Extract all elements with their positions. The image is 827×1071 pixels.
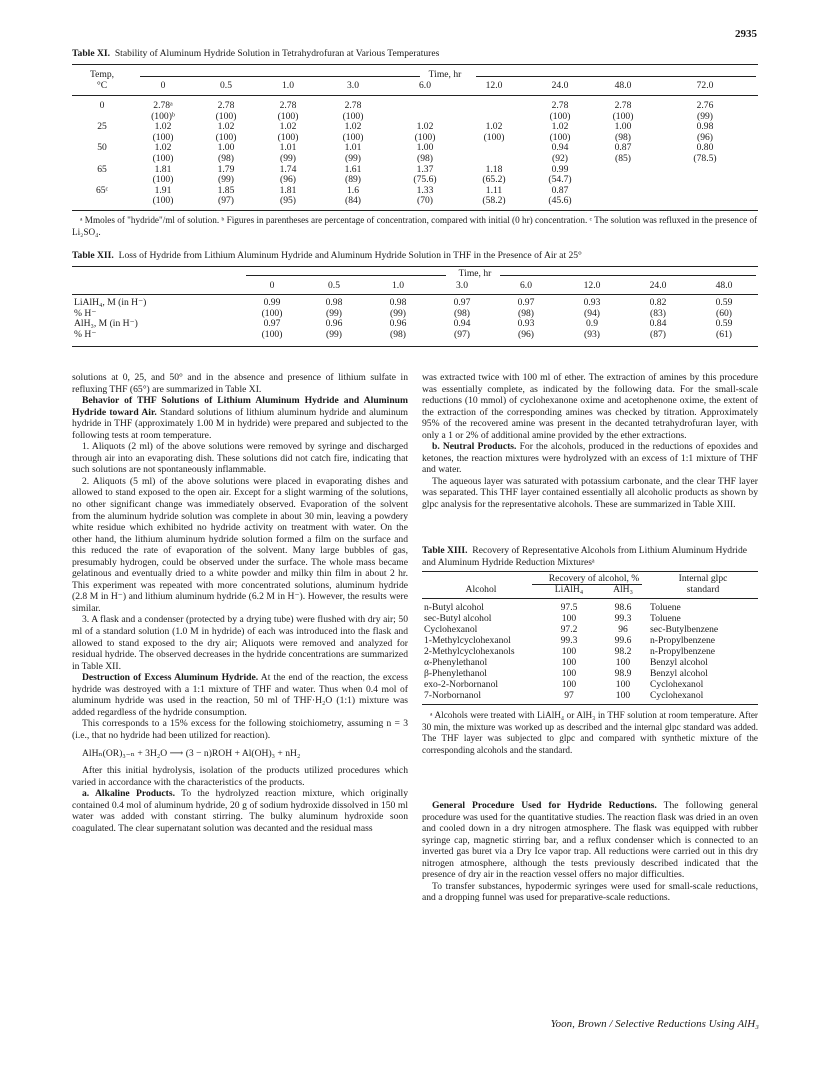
table13-std: Benzyl alcohol (650, 657, 708, 668)
table12-value: 0.99 (263, 297, 281, 308)
table13-alcohol: α-Phenylethanol (424, 657, 488, 668)
table12-value: 0.9 (586, 318, 598, 330)
table13-lialh4: 99.3 (560, 635, 578, 646)
table11-temp: 65 (97, 163, 107, 175)
table11-value (652, 165, 758, 176)
table11-percent: (100) (215, 131, 237, 143)
table12-value: (98) (454, 307, 470, 319)
table11-percent (594, 196, 652, 207)
table12-value: (100) (261, 307, 283, 319)
table12-time-header: 0.5 (328, 280, 340, 291)
table13-alh3: 98.2 (614, 646, 632, 657)
table11-value: 1.85 (217, 184, 235, 196)
table13-alcohol: 2-Methylcyclohexanols (424, 646, 515, 657)
table11-time-header: 12.0 (485, 79, 503, 91)
right-para-3: The aqueous layer was saturated with potassium carbonate, and the clear THF layer was separated. This THF layer contained essentially all alcoholic products as shown by glpc analysis for the representative alcohols. These are summarized in Table XIII. (422, 475, 758, 511)
heading-alkaline: a. Alkaline Products. (82, 788, 176, 800)
table11-value (462, 143, 526, 154)
table11-percent: (100)ᵇ (151, 110, 175, 122)
table12-row-label: AlH₃, M (in H⁻) (74, 318, 138, 330)
table11-header-temp: Temp, (89, 69, 115, 80)
table13-alh3: 99.3 (614, 613, 632, 624)
table11-title: Stability of Aluminum Hydride Solution in Tetrahydrofuran at Various Temperatures (114, 48, 440, 59)
heading-air-behavior: Behavior of THF Solutions of Lithium Aluminum Hydride and Aluminum Hydride toward Air. (72, 395, 408, 418)
table11-percent: (100) (342, 131, 364, 143)
table13-std: Toluene (650, 613, 681, 624)
right-column-top (422, 372, 758, 511)
table11-value (388, 101, 462, 112)
table11-percent: (99) (218, 174, 234, 186)
running-footer: Yoon, Brown / Selective Reductions Using AlH₃ (550, 1018, 759, 1030)
table11-value: 1.02 (279, 121, 297, 133)
left-column (72, 372, 408, 834)
table11-percent (594, 175, 652, 186)
table11-temp: 50 (97, 142, 107, 154)
table11-value: 1.33 (416, 184, 434, 196)
table12-value: 0.97 (517, 297, 535, 308)
table13-lialh4: 97 (564, 690, 574, 701)
table11-temp: 65ᶜ (95, 184, 109, 196)
table11-header-rule (72, 95, 758, 96)
table13-alcohol: 1-Methylcyclohexanol (424, 635, 511, 646)
table12-top-rule (72, 266, 758, 267)
table11-value: 0.94 (551, 142, 569, 154)
table12-value: (61) (716, 328, 732, 340)
table11-percent: (98) (615, 131, 631, 143)
table11-time-header: 72.0 (696, 79, 714, 91)
table11-percent: (100) (277, 110, 299, 122)
table11-value: 1.02 (154, 121, 172, 133)
table13-bottom-rule (422, 704, 758, 705)
table11-value: 1.18 (485, 163, 503, 175)
table11-value: 2.78ᵃ (153, 100, 173, 111)
table11-value: 1.02 (344, 121, 362, 133)
table13-std: Benzyl alcohol (650, 668, 708, 679)
table11-percent: (100) (549, 131, 571, 143)
heading-general-procedure: General Procedure Used for Hydride Reductions. (432, 800, 657, 811)
table13-alcohol: n-Butyl alcohol (424, 602, 484, 613)
table11-value: 1.91 (154, 184, 172, 196)
table12-caption (72, 250, 762, 262)
table13-alcohol: sec-Butyl alcohol (424, 613, 492, 624)
right-para-2: b. Neutral Products. For the alcohols, produced in the reductions of epoxides and ketones, the reaction mixtures were hydrolyzed with an excess of 1:1 mixture of THF and water. (422, 441, 758, 476)
table11-percent: (99) (280, 152, 296, 164)
table11-value: 1.79 (217, 163, 235, 175)
table11-value: 2.78 (217, 100, 235, 111)
table11-caption (72, 48, 762, 60)
table11-percent: (99) (697, 110, 713, 122)
table11-percent: (100) (483, 131, 505, 143)
left-para-2: Behavior of THF Solutions of Lithium Aluminum Hydride and Aluminum Hydride toward Air. Standard solutions of lithium aluminum hydride and aluminum hydride in THF (approximately 1.00 M in hydride) were prepared and subjected to the following tests at room temperature. (72, 395, 409, 441)
table12-value: 0.97 (453, 297, 471, 308)
left-para-3: 1. Aliquots (2 ml) of the above solutions were removed by syringe and discharged through air into an evaporating dish. These solutions did not catch fire, indicating that such solutions are not spontaneously inflammable. (72, 441, 408, 476)
table11-value: 2.78 (344, 100, 362, 111)
table12-time-header: 6.0 (520, 280, 532, 291)
right-para-5: To transfer substances, hypodermic syringes were used for small-scale reductions, and a dropping funnel was used for preparative-scale reductions. (422, 880, 758, 904)
table12-value: 0.96 (389, 318, 407, 330)
table13-h-alh3: AlH₃ (613, 583, 633, 595)
page-number: 2935 (735, 28, 757, 40)
table13-std: Cyclohexanol (650, 679, 704, 690)
table11-value: 1.61 (344, 163, 362, 175)
table11-value: 1.00 (416, 142, 434, 154)
table11-header-temp-unit: °C (96, 79, 108, 91)
table11-value: 1.02 (551, 121, 569, 133)
table11-time-header: 1.0 (282, 79, 294, 91)
table12-value: (94) (584, 307, 600, 319)
table13-alcohol: exo-2-Norbornanol (424, 679, 499, 690)
left-para-8: After this initial hydrolysis, isolation of the products utilized procedures which varied in accordance with the characteristics of the products. (72, 765, 408, 788)
table11-value: 2.78 (614, 100, 632, 111)
table11-percent: (100) (612, 110, 634, 122)
table11-time-header: 6.0 (419, 79, 431, 91)
table11-time-header: 0 (160, 79, 166, 91)
table12-value: (93) (584, 328, 600, 340)
table11-value (594, 165, 652, 176)
table12-title: Loss of Hydride from Lithium Aluminum Hydride and Aluminum Hydride Solution in THF in the Presence of Air at 25° (118, 250, 582, 261)
table11-percent: (45.6) (548, 195, 572, 207)
left-para-4: 2. Aliquots (5 ml) of the above solutions were placed in evaporating dishes and allowed to stand exposed to the open air. Except for a slight warming of the solutions, no other significant change was immediately observed. Evaporation of the solvent from the aluminum hydride solution was complete in about 30 min, leaving a powdery white residue which exhibited no hydride activity on treatment with water. On the other hand, the lithium aluminum hydride solution formed a film on the surface and this reduced the rate of evaporation of the solvent. Many large bubbles of gas, presumably hydrogen, could be observed under the surface. The whole mass became gelatinous and eventually dried to a white powder and milky thin film in about 2 hr. This experiment was repeated with more concentrated solutions, aluminum hydride (2.8 M in H⁻) and lithium aluminum hydride (6.2 M in H⁻). However, the results were similar. (72, 475, 408, 614)
table11-footnote: ᵃ Mmoles of "hydride"/ml of solution. ᵇ Figures in parentheses are percentage of concentration, compared with initial (0 hr) concentration. ᶜ The solution was refluxed in the presence of Li₂SO₄. (72, 215, 758, 237)
heading-destruction: Destruction of Excess Aluminum Hydride. (82, 672, 259, 684)
table11-value: 1.00 (614, 121, 632, 133)
table11 (72, 70, 758, 91)
table11-percent: (89) (345, 174, 361, 186)
table11-percent: (100) (215, 110, 237, 122)
table13-alh3: 100 (615, 657, 631, 668)
table11-percent: (70) (417, 195, 433, 207)
table11-value: 2.76 (696, 100, 714, 111)
table11-time-header: 3.0 (347, 79, 359, 91)
table12 (72, 281, 758, 292)
table13-alcohol: 7-Norbornanol (424, 690, 482, 701)
table12-value: (60) (716, 307, 732, 319)
table11-percent: (97) (218, 195, 234, 207)
table12-value: 0.98 (389, 297, 407, 308)
table11-percent: (100) (342, 110, 364, 122)
table11-percent: (100) (277, 131, 299, 143)
table11-percent: (99) (345, 152, 361, 164)
table11-percent: (84) (345, 195, 361, 207)
table11-time-rule-right (476, 76, 756, 77)
table12-value: (87) (650, 328, 666, 340)
table11-percent: (95) (280, 195, 296, 207)
table13-lialh4: 100 (561, 657, 577, 668)
table12-value: 0.82 (649, 297, 667, 308)
table13-alh3: 99.6 (614, 635, 632, 646)
table11-value: 1.02 (485, 121, 503, 133)
table11-time-header: 24.0 (551, 79, 569, 91)
table11-percent: (78.5) (693, 152, 717, 164)
table12-value: (98) (390, 328, 406, 340)
table13-header-rule (422, 598, 758, 599)
table11-value: 1.81 (279, 184, 297, 196)
table13-lialh4: 100 (561, 679, 577, 690)
table13-alh3: 98.6 (614, 602, 632, 613)
table12-value: 0.84 (649, 318, 667, 330)
table13-h-alcohol: Alcohol (465, 583, 497, 595)
table11-percent (652, 196, 758, 207)
table13-h-std2: standard (686, 583, 720, 595)
table11-value: 1.6 (347, 184, 359, 196)
table12-time-rule-left (246, 275, 446, 276)
table13-alh3: 98.9 (614, 668, 632, 679)
table13-lialh4: 100 (561, 668, 577, 679)
table12-time-header: 1.0 (392, 280, 404, 291)
table13-alcohol: Cyclohexanol (424, 624, 478, 635)
table11-percent (462, 154, 526, 165)
table12-value: (100) (261, 328, 283, 340)
table12-row-label: % H⁻ (74, 328, 97, 340)
table11-time-header: 48.0 (614, 79, 632, 91)
table13-std: Cyclohexanol (650, 690, 704, 701)
table13-body (422, 602, 758, 701)
table12-value: (99) (326, 307, 342, 319)
table11-percent (652, 175, 758, 186)
table11-percent: (100) (152, 152, 174, 164)
table13-alh3: 96 (618, 624, 628, 635)
table12-value: 0.97 (263, 318, 281, 330)
table12-time-header: 3.0 (456, 280, 468, 291)
table12-time-header: 0 (269, 280, 275, 291)
table13-footnote: ᵃ Alcohols were treated with LiAlH₄ or AlH₃ in THF solution at room temperature. After 30 min, the mixture was worked up as described and the internal glpc standard was added. The THF layer was subjected to glpc and compared with synthetic mixture of the corresponding alcohols and the standard. (422, 710, 758, 755)
table12-header-time: Time, hr (458, 268, 492, 279)
table11-value (462, 101, 526, 112)
table12-value: (99) (390, 307, 406, 319)
table11-percent: (98) (218, 152, 234, 164)
table13-caption (422, 545, 758, 569)
table13-title: Recovery of Representative Alcohols from Lithium Aluminum Hydride and Aluminum Hydride Reduction Mixturesᵃ (422, 545, 747, 568)
table12-row-label: % H⁻ (74, 307, 97, 319)
table11-time-rule-left (140, 76, 420, 77)
table12-time-rule-right (500, 275, 756, 276)
table13-recovery-rule (532, 584, 642, 585)
table12-header-rule (72, 294, 758, 295)
table11-value: 1.01 (279, 142, 297, 154)
table12-label: Table XII. (72, 250, 114, 261)
table11-value: 0.87 (614, 142, 632, 154)
table11-percent: (100) (152, 131, 174, 143)
table13-h-std1: Internal glpc (678, 573, 728, 584)
table11-percent: (92) (552, 152, 568, 164)
table11-percent: (96) (697, 131, 713, 143)
table13-h-lialh4: LiAlH₄ (554, 583, 584, 595)
table11-percent: (65.2) (482, 174, 506, 186)
table11-header-time: Time, hr (428, 69, 462, 80)
table11-value (652, 186, 758, 197)
table11-value: 1.01 (344, 142, 362, 154)
table12-value: (96) (518, 328, 534, 340)
table13-std: Toluene (650, 602, 681, 613)
table11-temp: 25 (97, 121, 107, 133)
table12-time-header: 24.0 (649, 280, 667, 291)
table12-value: 0.59 (715, 318, 733, 330)
table11-value: 1.02 (416, 121, 434, 133)
table12-time-header: 48.0 (715, 280, 733, 291)
table12-value: 0.98 (325, 297, 343, 308)
table13-lialh4: 97.5 (560, 602, 578, 613)
table13-alcohol: β-Phenylethanol (424, 668, 487, 679)
table11-value: 0.99 (551, 163, 569, 175)
table12-body (72, 298, 758, 340)
table12-bottom-rule (72, 346, 758, 347)
left-para-5: 3. A flask and a condenser (protected by a drying tube) were flushed with dry air; 50 ml of a standard solution (1.0 M in hydride) of each was introduced into the flask and allowed to stand exposed to the dry air; Aliquots were removed and analyzed for residual hydride. The observed decreases in the hydride concentrations are summarized in Table XII. (72, 614, 408, 672)
table11-percent: (54.7) (548, 174, 572, 186)
table11-value: 1.74 (279, 163, 297, 175)
table11-percent: (100) (414, 131, 436, 143)
right-column-bottom (422, 800, 758, 904)
table13-alh3: 100 (615, 679, 631, 690)
table13-h-recovery: Recovery of alcohol, % (548, 573, 640, 584)
table12-value: (98) (518, 307, 534, 319)
table11-value: 0.80 (696, 142, 714, 154)
table11-value: 1.02 (154, 142, 172, 154)
stoichiometry-equation: AlHₙ(OR)₃₋ₙ + 3H₂O ⟶ (3 − n)ROH + Al(OH)₃ + nH₂ (82, 747, 301, 759)
table11-percent: (100) (549, 110, 571, 122)
table11-percent: (75.6) (413, 174, 437, 186)
table11-value: 2.78 (279, 100, 297, 111)
table11-percent: (100) (152, 195, 174, 207)
table11-temp: 0 (99, 100, 105, 111)
left-para-1: solutions at 0, 25, and 50° and in the absence and presence of lithium sulfate in refluxing THF (65°) are summarized in Table XI. (72, 372, 408, 395)
table13-alh3: 100 (615, 690, 631, 701)
table12-value: 0.93 (583, 297, 601, 308)
right-para-1: was extracted twice with 100 ml of ether. The extraction of amines by this procedure was essentially complete, as indicated by the following data. For the small-scale reductions (10 mmol) of cyclohexanone oxime and acetophenone oxime, the extent of the extraction of the corresponding amines was checked by titration. Approximately 95% of the recovered amine was present in the decanted tetrahydrofuran layer, with only a 1 or 2% of additional amine provided by the ether extractions. (422, 372, 758, 441)
table13-lialh4: 97.2 (560, 624, 578, 635)
table12-value: 0.93 (517, 318, 535, 330)
table11-bottom-rule (72, 210, 758, 211)
table13-std: n-Propylbenzene (650, 646, 716, 657)
table12-value: 0.94 (453, 318, 471, 330)
table11-value (594, 186, 652, 197)
table11-label: Table XI. (72, 48, 111, 59)
table12-value: (83) (650, 307, 666, 319)
table12-value: (97) (454, 328, 470, 340)
table12-value: (99) (326, 328, 342, 340)
table13-top-rule (422, 571, 758, 572)
left-para-6: Destruction of Excess Aluminum Hydride. At the end of the reaction, the excess hydride was destroyed with a 1:1 mixture of THF and water. Thus when 0.4 mol of aluminum hydride was used in the reaction, 50 ml of THF·H₂O (1:1) mixture was added regardless of the hydride consumption. (72, 672, 408, 718)
table13-std: sec-Butylbenzene (650, 624, 719, 635)
table11-percent: (98) (417, 152, 433, 164)
table13-lialh4: 100 (561, 613, 577, 624)
table11-value: 1.02 (217, 121, 235, 133)
table12-value: 0.96 (325, 318, 343, 330)
heading-neutral: b. Neutral Products. (432, 441, 517, 453)
table13-std: n-Propylbenzene (650, 635, 716, 646)
table12-row-label: LiAlH₄, M (in H⁻) (74, 297, 147, 308)
table11-value: 1.11 (485, 184, 503, 196)
table13-lialh4: 100 (561, 646, 577, 657)
table11-value: 1.00 (217, 142, 235, 154)
table11-body (72, 101, 758, 207)
left-para-9: a. Alkaline Products. To the hydrolyzed reaction mixture, which originally contained 0.4 mol of aluminum hydride, 20 g of sodium hydroxide dissolved in 150 ml water was added with constant stirring. The bulky aluminum hydroxide soon coagulated. The clear supernatant solution was decanted and the residual mass (72, 788, 408, 834)
table11-top-rule (72, 64, 758, 65)
table11-percent: (58.2) (482, 195, 506, 207)
table11-percent: (96) (280, 174, 296, 186)
table11-value: 1.81 (154, 163, 172, 175)
table12-time-header: 12.0 (583, 280, 601, 291)
table11-value: 2.78 (551, 100, 569, 111)
table11-percent: (85) (615, 152, 631, 164)
table11-value: 0.98 (696, 121, 714, 133)
table11-time-header: 0.5 (220, 79, 232, 91)
left-para-7: This corresponds to a 15% excess for the following stoichiometry, assuming n = 3 (i.e., that no hydride had been utilized for reaction). (72, 718, 408, 741)
right-para-4: General Procedure Used for Hydride Reductions. The following general procedure was used for the quantitative studies. The reaction flask was dried in an oven and cooled down in a dry nitrogen atmosphere. The flask was equipped with rubber syringe cap, magnetic stirring bar, and a reflux condenser which is connected to an inverted gas buret via a Dry Ice vapor trap. All reductions were carried out in this dry nitrogen atmosphere, although the tests previously described indicated that the presence of dry air in the reaction vessel offers no major difficulties. (422, 800, 758, 881)
table11-percent: (100) (152, 174, 174, 186)
table13-label: Table XIII. (422, 545, 468, 556)
table11-value: 1.37 (416, 163, 434, 175)
table11-value: 0.87 (551, 184, 569, 196)
table12-value: 0.59 (715, 297, 733, 308)
